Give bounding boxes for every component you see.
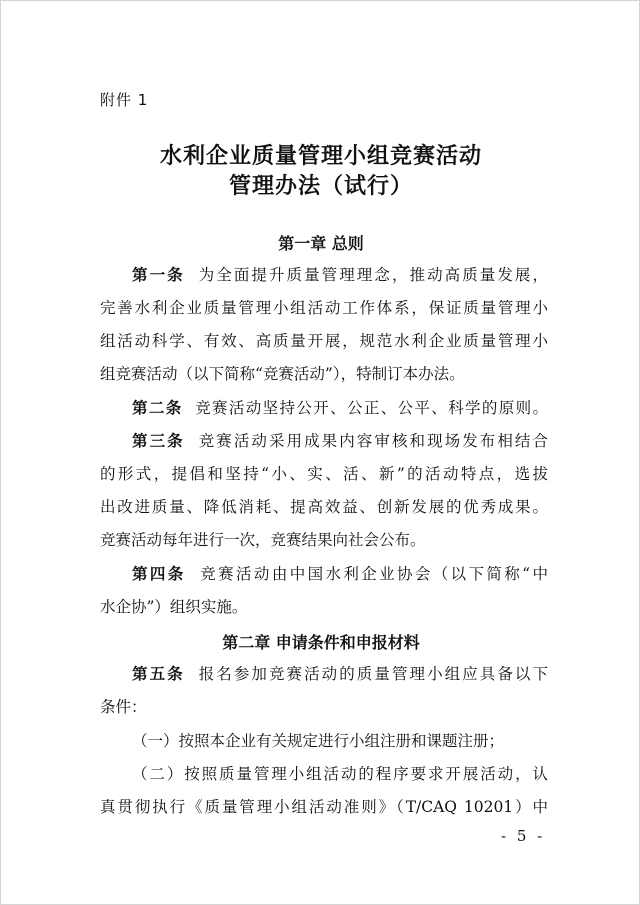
- document-title-line2: 管理办法（试行）: [228, 173, 413, 199]
- article-1-line-2: 完善水利企业质量管理小组活动工作体系，保证质量管理小: [100, 299, 548, 317]
- article-5-line-2: 条件：: [100, 698, 147, 716]
- attachment-label: 附件 1: [100, 91, 149, 109]
- chapter-heading-1: 第一章 总则: [278, 234, 364, 253]
- article-5-label: 第五条: [132, 665, 185, 683]
- article-5-clause-1: （一）按照本企业有关规定进行小组注册和课题注册；: [132, 732, 505, 750]
- article-1-line-4: 组竞赛活动（以下简称“竞赛活动”），特制订本办法。: [100, 365, 465, 383]
- article-5-clause-2-line-1: （二）按照质量管理小组活动的程序要求开展活动，认: [132, 765, 548, 783]
- page-number: - 5 -: [501, 827, 546, 845]
- article-3-line-1: 第三条 竞赛活动采用成果内容审核和现场发布相结合: [132, 432, 548, 450]
- article-3-label: 第三条: [132, 432, 185, 450]
- article-5-clause-2-line-2: 真贯彻执行《质量管理小组活动准则》（T/CAQ 10201）中: [100, 798, 548, 816]
- article-4-line-1: 第四条 竞赛活动由中国水利企业协会（以下简称“中: [132, 565, 548, 583]
- document-title-line1: 水利企业质量管理小组竞赛活动: [159, 143, 482, 169]
- article-3-line-4: 竞赛活动每年进行一次，竞赛结果向社会公布。: [100, 531, 426, 549]
- article-4-label: 第四条: [132, 565, 186, 583]
- article-2-line-1: 第二条 竞赛活动坚持公开、公正、公平、科学的原则。: [132, 399, 548, 417]
- article-3-line-3: 出改进质量、降低消耗、提高效益、创新发展的优秀成果。: [100, 498, 548, 516]
- article-1-line-3: 组活动科学、有效、高质量开展，规范水利企业质量管理小: [100, 332, 548, 350]
- chapter-heading-2: 第二章 申请条件和申报材料: [222, 633, 420, 652]
- article-1-line-1: 第一条 为全面提升质量管理理念，推动高质量发展，: [132, 266, 548, 284]
- article-1-label: 第一条: [132, 266, 185, 284]
- article-2-label: 第二条: [132, 399, 183, 417]
- article-4-line-2: 水企协”）组织实施。: [100, 598, 248, 616]
- article-5-line-1: 第五条 报名参加竞赛活动的质量管理小组应具备以下: [132, 665, 548, 683]
- article-3-line-2: 的形式，提倡和坚持“小、实、活、新”的活动特点，选拔: [100, 465, 548, 483]
